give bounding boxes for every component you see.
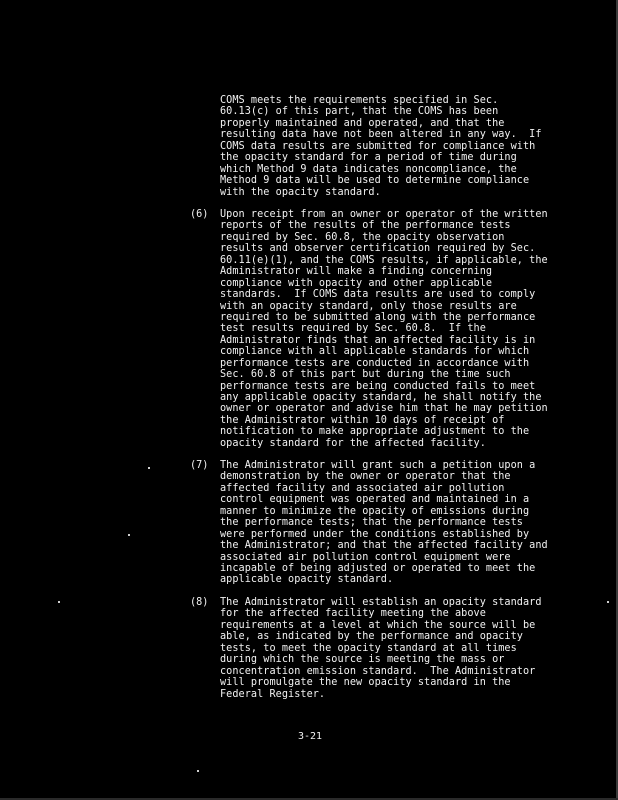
- text-line: incapable of being adjusted or operated to meet the: [220, 562, 536, 574]
- paragraph-6: [220, 209, 570, 449]
- text-line: for the affected facility meeting the above: [220, 608, 486, 620]
- text-line: opacity standard for the affected facility.: [220, 437, 486, 449]
- text-line: compliance with opacity and other applicable: [220, 277, 493, 289]
- text-line: which Method 9 data indicates noncompliance, the: [220, 163, 517, 175]
- text-line: manner to minimize the opacity of emissions during: [220, 505, 530, 517]
- text-line: with the opacity standard.: [220, 186, 381, 198]
- scan-speck: [58, 601, 60, 603]
- text-line: Administrator will make a finding concerning: [220, 266, 493, 278]
- text-line: required to be submitted along with the performance: [220, 311, 536, 323]
- text-line: the Administrator; and that the affected facility and: [220, 540, 548, 552]
- text-line: notification to make appropriate adjustment to the: [220, 426, 530, 438]
- text-line: associated air pollution control equipment were: [220, 551, 511, 563]
- text-line: The Administrator will establish an opacity standard: [220, 597, 542, 608]
- paragraph-number: (8): [190, 597, 209, 608]
- text-line: control equipment was operated and maintained in a: [220, 494, 530, 506]
- text-line: resulting data have not been altered in any way. If: [220, 129, 542, 141]
- text-line: affected facility and associated air pollution: [220, 482, 505, 494]
- paragraph-number: (6): [190, 209, 209, 220]
- text-line: Method 9 data will be used to determine compliance: [220, 175, 530, 187]
- text-line: demonstration by the owner or operator that the: [220, 471, 511, 483]
- text-line: Upon receipt from an owner or operator of the written: [220, 209, 548, 220]
- text-line: the opacity standard for a period of time during: [220, 152, 517, 164]
- scan-speck: [607, 601, 609, 603]
- page-number: 3-21: [298, 731, 323, 742]
- text-line: required by Sec. 60.8, the opacity observation: [220, 231, 505, 243]
- text-line: Federal Register.: [220, 688, 326, 700]
- text-line: will promulgate the new opacity standard in the: [220, 677, 511, 689]
- text-line: requirements at a level at which the source will be: [220, 619, 536, 631]
- text-line: with an opacity standard, only those results are: [220, 300, 517, 312]
- text-line: COMS data results are submitted for compliance with: [220, 140, 536, 152]
- scan-speck: [148, 467, 150, 469]
- text-line: concentration emission standard. The Administrator: [220, 665, 536, 677]
- text-line: standards. If COMS data results are used to comply: [220, 289, 536, 301]
- text-line: able, as indicated by the performance and opacity: [220, 631, 523, 643]
- text-line: Administrator finds that an affected facility is in: [220, 334, 536, 346]
- text-line: performance tests are being conducted fails to meet: [220, 380, 536, 392]
- continuation-paragraph: [220, 95, 570, 198]
- text-line: owner or operator and advise him that he may petition: [220, 403, 548, 415]
- text-line: properly maintained and operated, and that the: [220, 117, 505, 129]
- text-line: were performed under the conditions established by: [220, 528, 530, 540]
- scan-speck: [197, 770, 199, 772]
- text-line: the Administrator within 10 days of receipt of: [220, 414, 505, 426]
- text-line: compliance with all applicable standards for which: [220, 346, 530, 358]
- text-line: the performance tests; that the performance tests: [220, 517, 523, 529]
- text-line: tests, to meet the opacity standard at all times: [220, 642, 517, 654]
- text-line: reports of the results of the performance tests: [220, 220, 511, 232]
- text-line: 60.11(e)(1), and the COMS results, if applicable, the: [220, 254, 548, 266]
- text-line: Sec. 60.8 of this part but during the time such: [220, 369, 511, 381]
- text-line: 60.13(c) of this part, that the COMS has been: [220, 106, 499, 118]
- paragraph-number: (7): [190, 460, 209, 471]
- paragraph-8: [220, 597, 570, 700]
- text-line: test results required by Sec. 60.8. If the: [220, 323, 486, 335]
- text-line: results and observer certification required by Sec.: [220, 243, 536, 255]
- text-line: performance tests are conducted in accordance with: [220, 357, 530, 369]
- text-line: The Administrator will grant such a petition upon a: [220, 460, 536, 471]
- paragraph-7: [220, 460, 570, 586]
- text-line: applicable opacity standard.: [220, 574, 394, 586]
- text-line: any applicable opacity standard, he shall notify the: [220, 392, 542, 403]
- text-line: COMS meets the requirements specified in Sec.: [220, 95, 499, 106]
- scan-speck: [128, 534, 130, 536]
- text-line: during which the source is meeting the mass or: [220, 654, 505, 666]
